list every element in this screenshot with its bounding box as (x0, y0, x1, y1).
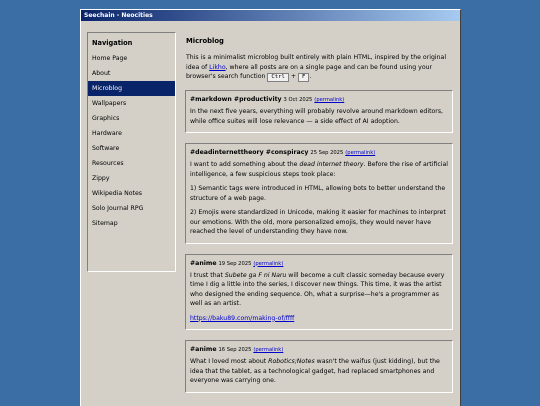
post-date: 19 Sep 2025 (218, 260, 252, 267)
intro-text-end: , where all posts are on a single page and can be found using your browser's search function (186, 63, 433, 80)
post-body (190, 271, 448, 309)
post-body: 1) Semantic tags were introduced in HTML, allowing bots to better understand the structure of a web page. (190, 185, 446, 202)
sidebar-item-solo-journal-rpg[interactable]: Solo Journal RPG (92, 205, 144, 212)
post-body (190, 314, 448, 324)
post-text: I trust that (190, 271, 225, 279)
page-title: Microblog (186, 37, 224, 45)
post-body: 2) Emojis were standardized in Unicode, making it easier for machines to interpret our emotions. With the old, more personalized emojis, they would never have reached the level of understanding they have now. (190, 209, 446, 235)
sidebar-item-microblog[interactable]: Microblog (88, 81, 175, 96)
sidebar-item-wikipedia-notes[interactable]: Wikipedia Notes (92, 190, 143, 197)
permalink-link[interactable]: (permalink) (253, 347, 284, 353)
post-tags: #anime (190, 259, 217, 267)
post-text: will become a cult classic someday because every time I dig a little into the series, I discover new things. This time, it was the artist who designed the ending sequence. Oh, what a surprise—he's a programmer as well as an artist. (190, 271, 445, 307)
sidebar-item-sitemap[interactable]: Sitemap (92, 220, 118, 227)
post-text: . Before the rise of artificial intelligence, a few suspicious steps took place: (190, 161, 448, 178)
post-tags: #anime (190, 346, 217, 353)
post-deadinternettheory (185, 143, 453, 244)
post-markdown (185, 90, 453, 133)
intro-text-start: This is a minimalist microblog built entirely with plain HTML, inspired by the original idea of (186, 54, 447, 71)
likho-link[interactable]: Likho (209, 63, 226, 71)
browser-window (80, 9, 461, 406)
post-date: 25 Sep 2025 (310, 150, 344, 156)
main-content (185, 32, 453, 403)
post-tags: #deadinternettheory #conspiracy (190, 149, 309, 156)
window-title: Seechain - Neocities (81, 10, 460, 21)
sidebar-item-software[interactable]: Software (92, 145, 120, 152)
post-text: I want to add something about the (190, 161, 300, 168)
post-body: In the next five years, everything will probably revolve around markdown editors, while office suites will lose relevance — a side effect of AI adoption. (190, 108, 444, 125)
sidebar-item-hardware[interactable]: Hardware (92, 130, 122, 137)
post-header (190, 96, 448, 103)
post-anime-robotics (185, 340, 453, 393)
sidebar-item-about[interactable]: About (92, 70, 111, 77)
post-header (190, 260, 448, 267)
plus-sign: + (290, 73, 297, 80)
post-anime-subete (185, 254, 453, 331)
sidebar-item-wallpapers[interactable]: Wallpapers (92, 100, 127, 107)
sidebar-item-zippy[interactable]: Zippy (92, 175, 110, 182)
sidebar-item-resources[interactable]: Resources (92, 160, 124, 167)
intro-text (186, 53, 453, 82)
post-body (190, 160, 448, 179)
ctrl-key: Ctrl (267, 73, 288, 82)
post-text: wasn't the waifus (just kidding), but the idea that the tablet, as a technological gadget, had replaced smartphones and everyone was carrying one. (190, 358, 440, 384)
intro-period: . (309, 73, 312, 80)
permalink-link[interactable]: (permalink) (314, 97, 345, 103)
post-emphasis: dead internet theory (299, 161, 364, 168)
post-header (190, 149, 448, 156)
post-emphasis: Robotics;Notes (268, 358, 315, 365)
sidebar-heading: Navigation (92, 39, 133, 47)
post-body (190, 357, 448, 386)
post-date: 16 Sep 2025 (218, 347, 252, 353)
post-emphasis: Subete ga F ni Naru (224, 271, 287, 279)
post-tags: #markdown #productivity (190, 96, 282, 103)
post-header (190, 346, 448, 353)
permalink-link[interactable]: (permalink) (253, 260, 284, 267)
post-date: 3 Oct 2025 (283, 97, 313, 103)
sidebar-item-graphics[interactable]: Graphics (92, 115, 120, 122)
post-text: What I loved most about (190, 358, 269, 365)
external-link[interactable]: https://baku89.com/making-of/ffff (190, 314, 295, 322)
permalink-link[interactable]: (permalink) (345, 150, 376, 156)
sidebar-item-home[interactable]: Home Page (92, 55, 128, 62)
sidebar-nav (87, 32, 176, 272)
f-key: F (298, 73, 309, 82)
